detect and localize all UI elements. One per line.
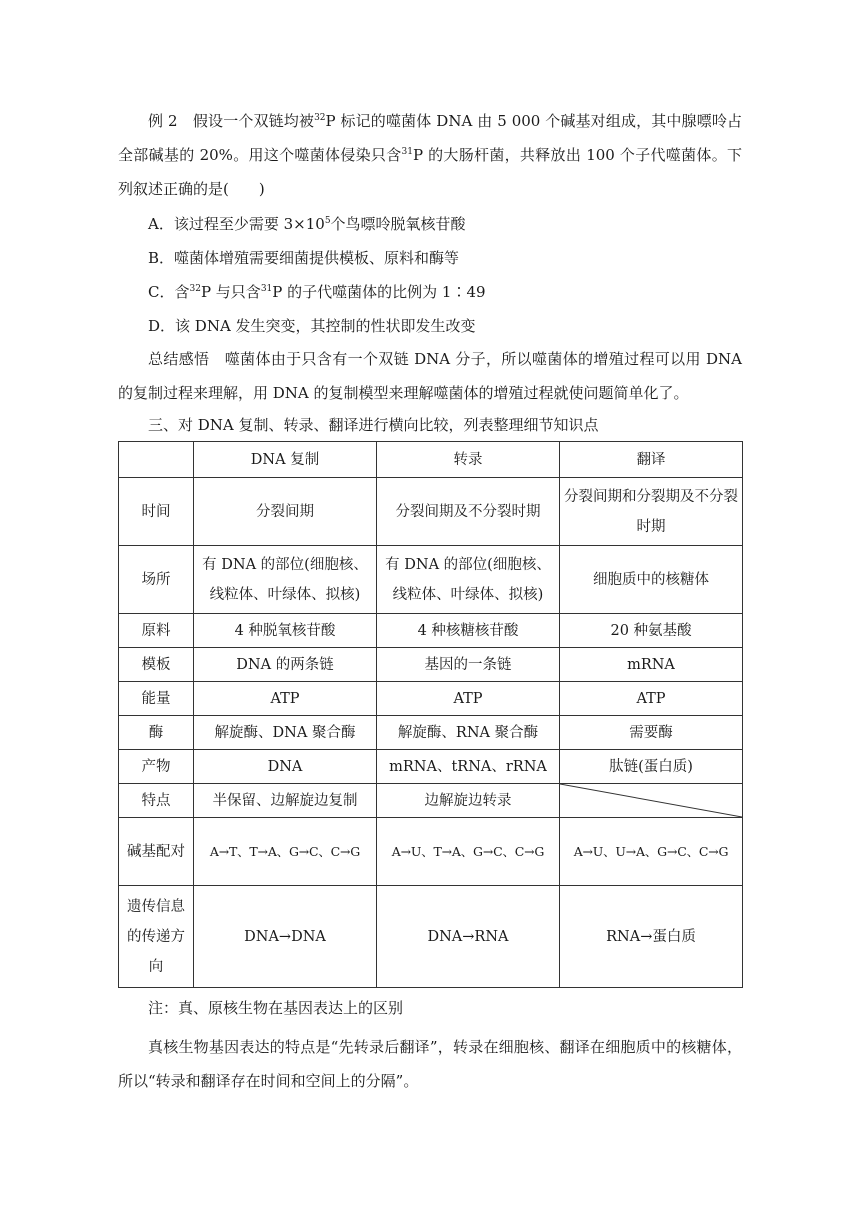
table-cell: 边解旋边转录	[377, 784, 560, 818]
table-row	[119, 750, 743, 784]
diagonal-line	[560, 784, 742, 817]
row-label: 特点	[119, 784, 194, 818]
table-row	[119, 886, 743, 988]
row-label: 遗传信息的传递方向	[119, 886, 194, 988]
conclusion-paragraph: 真核生物基因表达的特点是“先转录后翻译”，转录在细胞核、翻译在细胞质中的核糖体，所以“转录和翻译存在时间和空间上的分隔”。	[118, 1038, 742, 1090]
table-cell: mRNA、tRNA、rRNA	[377, 750, 560, 784]
table-cell: 基因的一条链	[377, 648, 560, 682]
table-cell: 20 种氨基酸	[560, 614, 743, 648]
table-header-row	[119, 442, 743, 478]
row-label: 模板	[119, 648, 194, 682]
section-title: 三、对 DNA 复制、转录、翻译进行横向比较，列表整理细节知识点	[148, 416, 599, 434]
table-cell: ATP	[377, 682, 560, 716]
table-cell: DNA→DNA	[194, 886, 377, 988]
note-line: 注：真、原核生物在基因表达上的区别	[148, 999, 404, 1017]
example-label: 例 2	[148, 112, 178, 130]
table-cell: 半保留、边解旋边复制	[194, 784, 377, 818]
table-cell: DNA→RNA	[377, 886, 560, 988]
row-label: 原料	[119, 614, 194, 648]
table-row	[119, 818, 743, 886]
table-cell: 解旋酶、RNA 聚合酶	[377, 716, 560, 750]
table-row	[119, 648, 743, 682]
table-cell: A→U、T→A、G→C、C→G	[377, 818, 560, 886]
table-cell: mRNA	[560, 648, 743, 682]
row-label: 时间	[119, 478, 194, 546]
table-cell: ATP	[560, 682, 743, 716]
table-cell: 解旋酶、DNA 聚合酶	[194, 716, 377, 750]
table-cell: 4 种脱氧核苷酸	[194, 614, 377, 648]
table-cell: 有 DNA 的部位(细胞核、线粒体、叶绿体、拟核)	[194, 546, 377, 614]
table-cell: A→T、T→A、G→C、C→G	[194, 818, 377, 886]
table-cell: 分裂间期和分裂期及不分裂时期	[560, 478, 743, 546]
table-header-cell: 翻译	[560, 442, 743, 478]
table-cell: 4 种核糖核苷酸	[377, 614, 560, 648]
table-cell: DNA	[194, 750, 377, 784]
option-a: A．该过程至少需要 $3\times 10^5$个鸟嘌呤脱氧核苷酸	[148, 215, 466, 233]
table-cell: 细胞质中的核糖体	[560, 546, 743, 614]
option-b: B．噬菌体增殖需要细菌提供模板、原料和酶等	[148, 249, 460, 267]
table-row	[119, 682, 743, 716]
option-c: C．含$^{32}$P 与只含$^{31}$P 的子代噬菌体的比例为 1∶49	[148, 283, 486, 301]
table-row	[119, 784, 743, 818]
table-cell: RNA→蛋白质	[560, 886, 743, 988]
table-cell: 有 DNA 的部位(细胞核、线粒体、叶绿体、拟核)	[377, 546, 560, 614]
row-label: 能量	[119, 682, 194, 716]
table-cell: A→U、U→A、G→C、C→G	[560, 818, 743, 886]
table-cell: 肽链(蛋白质)	[560, 750, 743, 784]
row-label: 产物	[119, 750, 194, 784]
summary-paragraph: 总结感悟 噬菌体由于只含有一个双链 DNA 分子，所以噬菌体的增殖过程可以用 DNA 的复制过程来理解，用 DNA 的复制模型来理解噬菌体的增殖过程就使问题简单化了。	[118, 350, 742, 402]
table-row	[119, 546, 743, 614]
row-label: 场所	[119, 546, 194, 614]
empty-diagonal-cell	[560, 784, 743, 818]
table-row	[119, 716, 743, 750]
table-cell: 需要酶	[560, 716, 743, 750]
option-d: D．该 DNA 发生突变，其控制的性状即发生改变	[148, 317, 476, 335]
table-row	[119, 614, 743, 648]
table-row	[119, 478, 743, 546]
row-label: 酶	[119, 716, 194, 750]
example-question: 例 2 假设一个双链均被$^{32}$P 标记的噬菌体 DNA 由 5 000 个碱基对组成，其中腺嘌呤占全部碱基的 20%。用这个噬菌体侵染只含$^{31}$P 的大肠杆菌，共释放出 100 个子代噬菌体。下列叙述正确的是( )	[118, 112, 742, 198]
table-cell: ATP	[194, 682, 377, 716]
row-label: 碱基配对	[119, 818, 194, 886]
table-header-cell: 转录	[377, 442, 560, 478]
table-cell: 分裂间期	[194, 478, 377, 546]
table-header-cell: DNA 复制	[194, 442, 377, 478]
table-header-cell	[119, 442, 194, 478]
table-cell: DNA 的两条链	[194, 648, 377, 682]
table-cell: 分裂间期及不分裂时期	[377, 478, 560, 546]
comparison-table	[118, 441, 743, 988]
